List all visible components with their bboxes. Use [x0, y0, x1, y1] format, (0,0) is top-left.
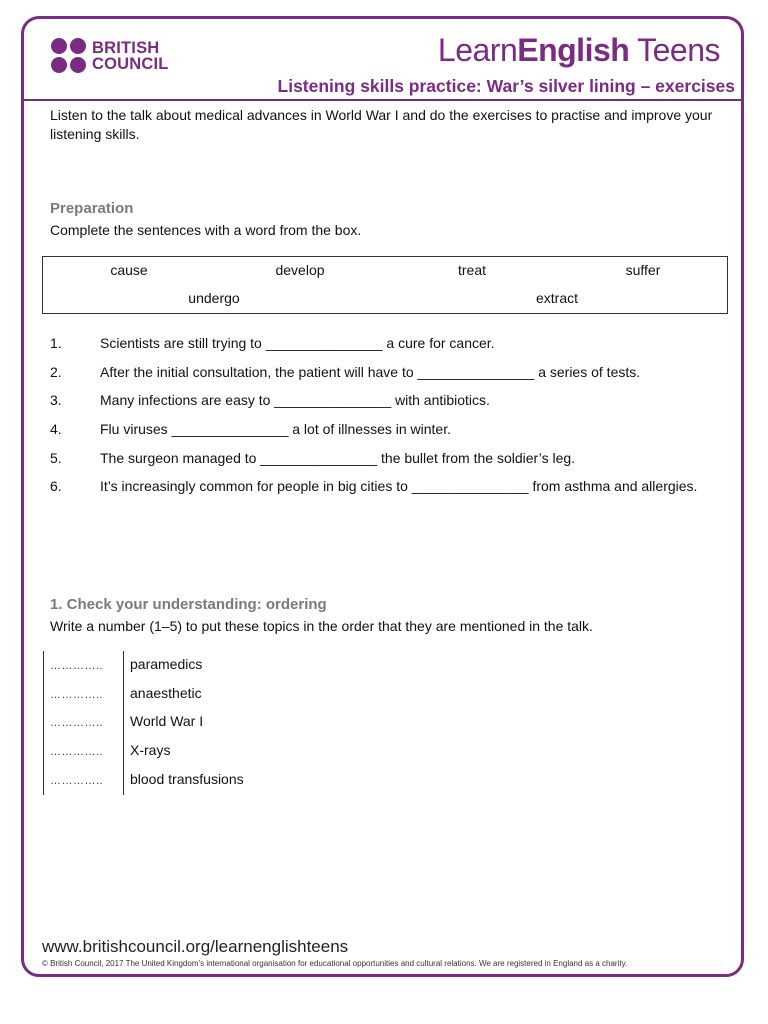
logo-line-2: COUNCIL: [92, 54, 169, 73]
topic-label: anaesthetic: [130, 685, 202, 701]
answer-blank[interactable]: …………..: [50, 746, 104, 758]
ordering-instruction: Write a number (1–5) to put these topics in the order that they are mentioned in the talk.: [50, 618, 593, 634]
word: treat: [457, 262, 487, 278]
word-box: [42, 256, 728, 314]
topic-label: paramedics: [130, 656, 203, 672]
title-divider: [24, 99, 742, 101]
british-council-logo: [51, 38, 169, 73]
answer-blank[interactable]: …………..: [50, 717, 104, 729]
learnenglish-teens-brand: LearnEnglish Teens: [437, 32, 720, 68]
footer-copyright: © British Council, 2017 The United Kingdom’s international organisation for educational opportunities and cultural relations. We are registered in England as a charity.: [42, 959, 628, 968]
topic-label: blood transfusions: [130, 771, 244, 787]
ordering-table: [43, 651, 264, 795]
logo-dots-icon: [51, 38, 86, 73]
word: extract: [535, 290, 579, 306]
answer-blank[interactable]: …………..: [50, 660, 104, 672]
topic-label: X-rays: [130, 742, 171, 758]
page-title: Listening skills practice: War’s silver lining – exercises: [277, 76, 735, 96]
table-divider: [123, 651, 124, 795]
ordering-heading: 1. Check your understanding: ordering: [50, 596, 327, 613]
answer-blank[interactable]: …………..: [50, 689, 104, 701]
word: suffer: [625, 262, 661, 278]
preparation-instruction: Complete the sentences with a word from the box.: [50, 222, 362, 238]
footer-url[interactable]: www.britishcouncil.org/learnenglishteens: [42, 937, 349, 956]
word: develop: [275, 262, 325, 278]
page-frame: [21, 16, 744, 977]
word: undergo: [188, 290, 240, 306]
logo-line-1: BRITISH: [92, 38, 160, 57]
intro-text: Listen to the talk about medical advances in World War I and do the exercises to practise and improve your listening skills.: [50, 107, 713, 142]
answer-blank[interactable]: …………..: [50, 775, 104, 787]
topic-label: World War I: [130, 713, 204, 729]
preparation-heading: Preparation: [50, 200, 134, 217]
word: cause: [110, 262, 148, 278]
